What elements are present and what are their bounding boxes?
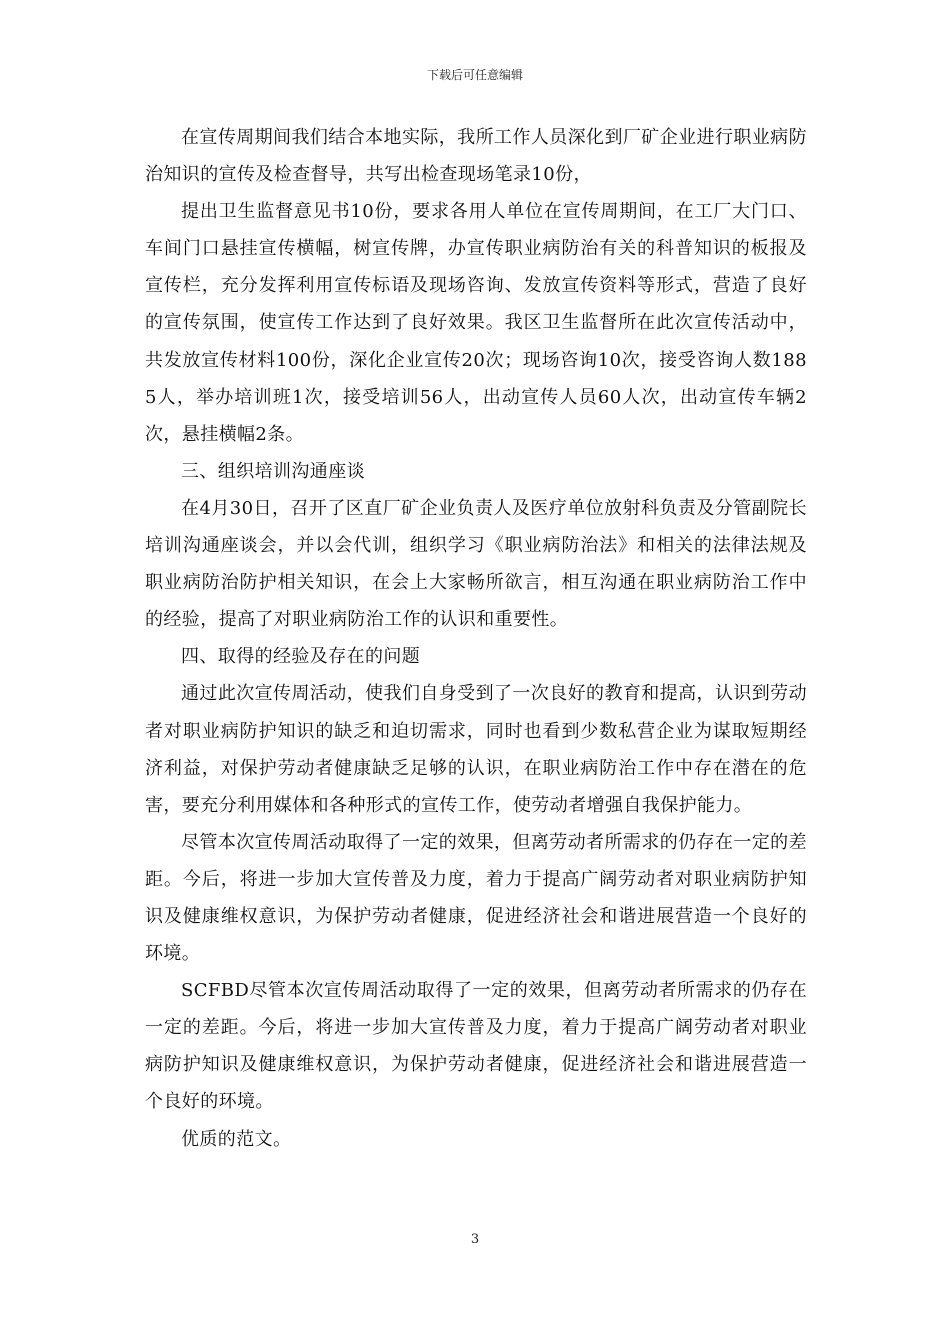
section-heading: 三、组织培训沟通座谈 (181, 460, 365, 482)
paragraph: 在4月30日，召开了区直厂矿企业负责人及医疗单位放射科负责及分管副院长培训沟通座谈会，并以会代训，组织学习《职业病防治法》和相关的法律法规及职业病防治防护相关知识，在会上大家畅所欲言，相互沟通在职业病防治工作中的经验，提高了对职业病防治工作的认识和重要性。 (145, 497, 807, 631)
paragraph: 尽管本次宣传周活动取得了一定的效果，但离劳动者所需求的仍存在一定的差距。今后，将进一步加大宣传普及力度，着力于提高广阔劳动者对职业病防护知识及健康维权意识，为保护劳动者健康，促进经济社会和谐进展营造一个良好的环境。 (145, 831, 807, 965)
page-header: 下载后可任意编辑 (426, 68, 523, 82)
paragraph: 通过此次宣传周活动，使我们自身受到了一次良好的教育和提高，认识到劳动者对职业病防护知识的缺乏和迫切需求，同时也看到少数私营企业为谋取短期经济利益，对保护劳动者健康缺乏足够的认识，在职业病防治工作中存在潜在的危害，要充分利用媒体和各种形式的宣传工作，使劳动者增强自我保护能力。 (145, 683, 807, 816)
section-heading: 四、取得的经验及存在的问题 (181, 646, 421, 668)
document-body (145, 119, 807, 1158)
paragraph: 在宣传周期间我们结合本地实际，我所工作人员深化到厂矿企业进行职业病防治知识的宣传及检查督导，共写出检查现场笔录10份， (145, 127, 807, 186)
paragraph: SCFBD尽管本次宣传周活动取得了一定的效果，但离劳动者所需求的仍存在一定的差距。今后，将进一步加大宣传普及力度，着力于提高广阔劳动者对职业病防护知识及健康维权意识，为保护劳动者健康，促进经济社会和谐进展营造一个良好的环境。 (145, 980, 807, 1113)
paragraph: 优质的范文。 (181, 1128, 292, 1150)
page-number: 3 (470, 1232, 480, 1247)
paragraph: 提出卫生监督意见书10份，要求各用人单位在宣传周期间，在工厂大门口、车间门口悬挂宣传横幅，树宣传牌，办宣传职业病防治有关的科普知识的板报及宣传栏，充分发挥利用宣传标语及现场咨询、发放宣传资料等形式，营造了良好的宣传氛围，使宣传工作达到了良好效果。我区卫生监督所在此次宣传活动中，共发放宣传材料100份，深化企业宣传20次；现场咨询10次，接受咨询人数1885人，举办培训班1次，接受培训56人，出动宣传人员60人次，出动宣传车辆2次，悬挂横幅2条。 (145, 201, 807, 445)
